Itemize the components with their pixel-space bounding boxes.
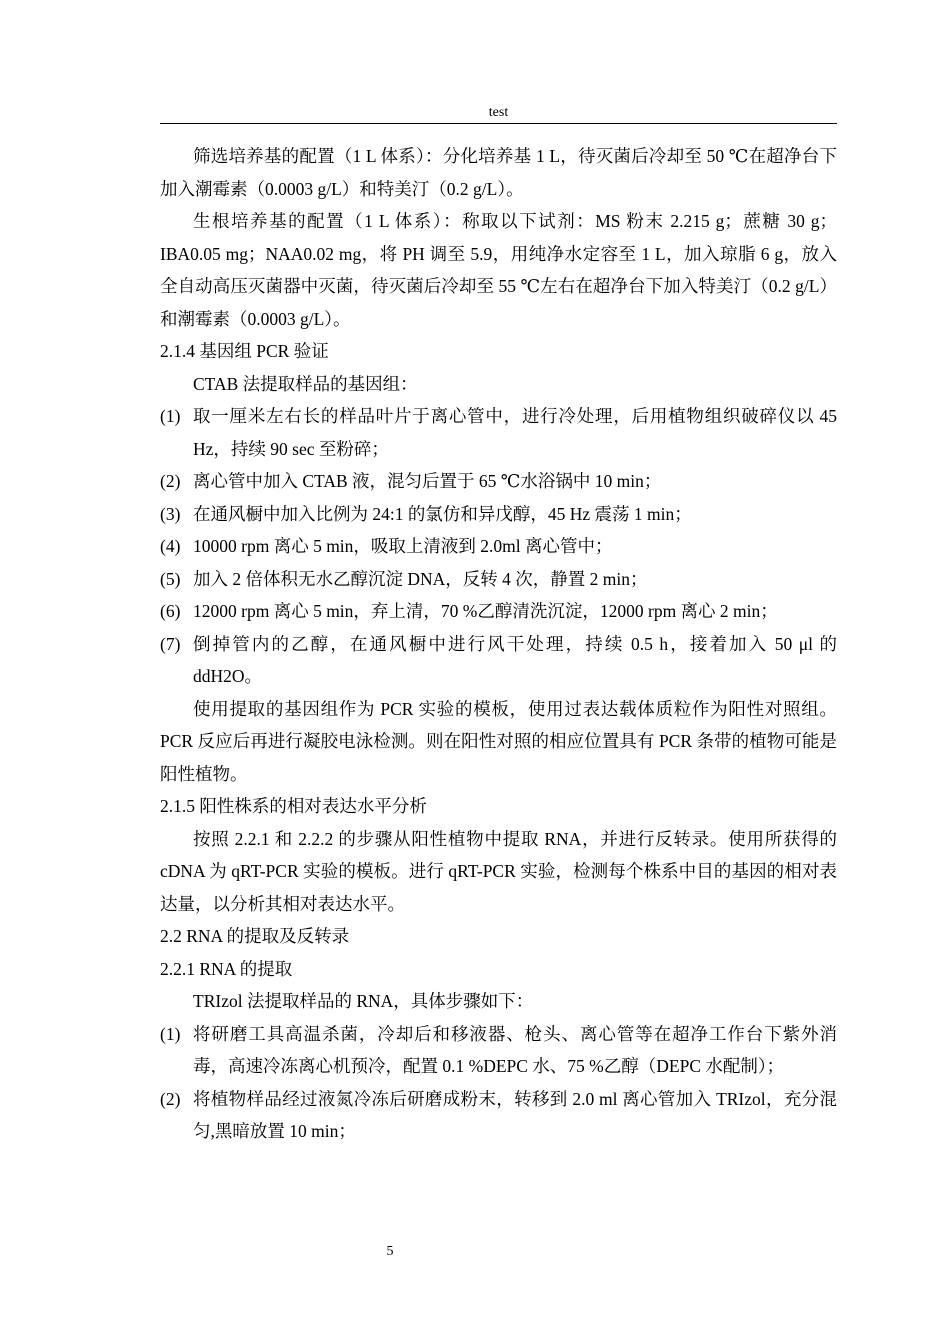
- running-header: test: [488, 105, 509, 120]
- header-rule: [160, 123, 837, 124]
- page-number: 5: [386, 1244, 394, 1259]
- list-item: [160, 563, 837, 596]
- list-text: 在通风橱中加入比例为 24:1 的氯仿和异戊醇，45 Hz 震荡 1 min；: [193, 503, 692, 524]
- section-heading-2-1-5: 2.1.5 阳性株系的相对表达水平分析: [160, 796, 427, 816]
- list-text: 将植物样品经过液氮冷冻后研磨成粉末，转移到 2.0 ml 离心管加入 TRIzol，充分混匀,黑暗放置 10 min；: [193, 1088, 837, 1141]
- trizol-steps-list: [160, 1018, 837, 1148]
- list-text: 12000 rpm 离心 5 min，弃上清，70 %乙醇清洗沉淀，12000 rpm 离心 2 min；: [193, 601, 778, 621]
- section-heading-2-2: 2.2 RNA 的提取及反转录: [160, 926, 350, 946]
- list-number: (6): [160, 601, 181, 621]
- list-number: (2): [160, 471, 181, 491]
- list-text: 10000 rpm 离心 5 min，吸取上清液到 2.0ml 离心管中；: [193, 536, 613, 556]
- paragraph-trizol-intro: TRIzol 法提取样品的 RNA，具体步骤如下：: [193, 991, 534, 1011]
- list-number: (4): [160, 536, 181, 556]
- paragraph-expression-analysis: 按照 2.2.1 和 2.2.2 的步骤从阳性植物中提取 RNA，并进行反转录。使用所获得的 cDNA 为 qRT-PCR 实验的模板。进行 qRT-PCR 实验，检测每个株系中目的基因的相对表达量，以分析其相对表达水平。: [160, 828, 837, 914]
- paragraph-selection-medium: 筛选培养基的配置（1 L 体系）：分化培养基 1 L，待灭菌后冷却至 50 ℃在超净台下加入潮霉素（0.0003 g/L）和特美汀（0.2 g/L）。: [160, 146, 837, 199]
- list-number: (3): [160, 503, 181, 524]
- list-item: [160, 498, 837, 531]
- list-number: (5): [160, 568, 181, 589]
- list-text: 加入 2 倍体积无水乙醇沉淀 DNA，反转 4 次，静置 2 min；: [193, 568, 648, 589]
- list-number: (1): [160, 1023, 181, 1044]
- list-number: (1): [160, 406, 181, 426]
- paragraph-ctab-intro: CTAB 法提取样品的基因组：: [193, 373, 418, 394]
- section-heading-2-2-1: 2.2.1 RNA 的提取: [160, 958, 293, 979]
- list-number: (7): [160, 633, 181, 654]
- list-item: [160, 1083, 837, 1148]
- list-item: [160, 465, 837, 498]
- list-item: [160, 1018, 837, 1083]
- body-text: [160, 140, 837, 1148]
- list-text: 取一厘米左右长的样品叶片于离心管中，进行冷处理，后用植物组织破碎仪以 45 Hz，持续 90 sec 至粉碎；: [193, 406, 837, 459]
- section-heading-2-1-4: 2.1.4 基因组 PCR 验证: [160, 341, 329, 361]
- list-item: [160, 400, 837, 465]
- list-item: [160, 595, 837, 628]
- list-item: [160, 530, 837, 563]
- ctab-steps-list: [160, 400, 837, 693]
- list-text: 离心管中加入 CTAB 液，混匀后置于 65 ℃水浴锅中 10 min；: [193, 471, 662, 491]
- paragraph-pcr-conclusion: 使用提取的基因组作为 PCR 实验的模板，使用过表达载体质粒作为阳性对照组。PCR 反应后再进行凝胶电泳检测。则在阳性对照的相应位置具有 PCR 条带的植物可能是阳性植物。: [160, 698, 837, 784]
- list-text: 倒掉管内的乙醇，在通风橱中进行风干处理，持续 0.5 h，接着加入 50 μl 的 ddH2O。: [193, 633, 837, 686]
- list-number: (2): [160, 1088, 181, 1109]
- paragraph-rooting-medium: 生根培养基的配置（1 L 体系）：称取以下试剂：MS 粉末 2.215 g；蔗糖 30 g；IBA0.05 mg；NAA0.02 mg，将 PH 调至 5.9，用纯净水定容至 1 L，加入琼脂 6 g，放入全自动高压灭菌器中灭菌，待灭菌后冷却至 55 ℃左右在超净台下加入特美汀（0.2 g/L）和潮霉素（0.0003 g/L）。: [160, 211, 837, 329]
- list-item: [160, 628, 837, 693]
- list-text: 将研磨工具高温杀菌，冷却后和移液器、枪头、离心管等在超净工作台下紫外消毒，高速冷冻离心机预冷，配置 0.1 %DEPC 水、75 %乙醇（DEPC 水配制）；: [193, 1023, 837, 1076]
